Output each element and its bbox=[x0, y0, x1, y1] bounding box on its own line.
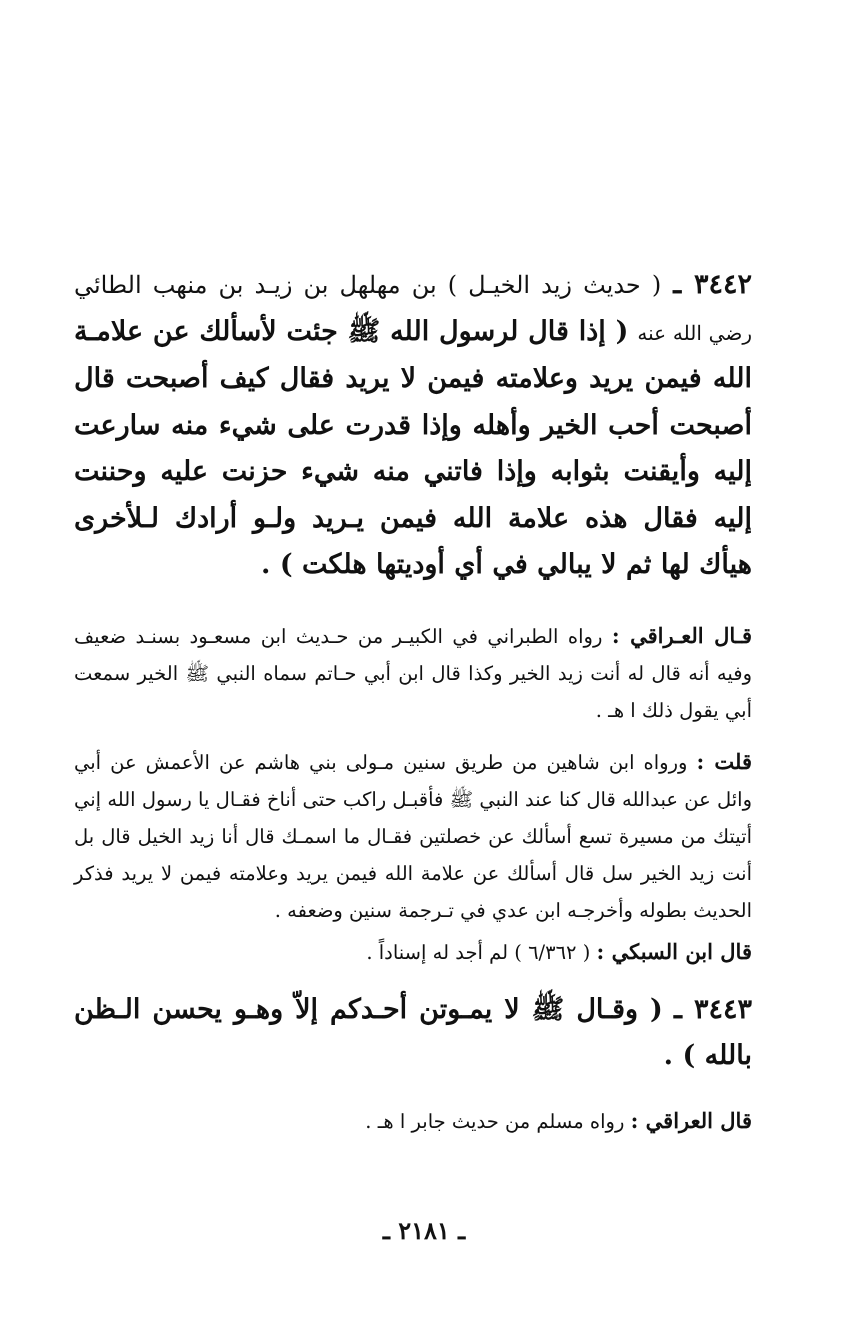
hadith-number: ٣٤٤٢ ـ bbox=[673, 269, 752, 300]
hadith-3443 bbox=[74, 987, 752, 1080]
hadith-intro: رضي الله عنه bbox=[637, 320, 752, 345]
commentary-iraqi-2 bbox=[74, 1102, 752, 1140]
hadith-text: ( إذا قال لرسول الله ﷺ جئت لأسألك عن علامـة الله فيمن يريد وعلامته فيمن لا يريد فقال كيف أصبحت قال أصبحت أحب الخير وأهله وإذا قدرت على شيء منه سارعت إليه وأيقنت بثوابه وإذا فاتني منه شيء حزنت عليه وحننت إليه فقال هذه علامة الله فيمن يـريد ولـو أرادك لـلأخرى هيأك لها ثم لا يبالي في أي أوديتها هلكت ) . bbox=[74, 315, 752, 580]
commentary-subki bbox=[74, 933, 752, 971]
commentary-text: ورواه ابن شاهين من طريق سنين مـولى بني هاشم عن الأعمش عن أبي وائل عن عبدالله قال كنا عند النبي ﷺ فأقبـل راكب حتى أناخ فقـال يا رسول الله إني أتيتك من مسيرة تسع أسألك عن خصلتين فقـال ما اسمـك قال أنا زيد الخيل قال بل أنت زيد الخير سل قال أسألك عن علامة الله فيمن يريد وعلامته فيمن لا يريد فذكر الحديث بطوله وأخرجـه ابن عدي في تـرجمة سنين وضعفه . bbox=[74, 750, 752, 922]
hadith-title: ( حديث زيد الخيـل ) بن مهلهل بن زيـد بن منهب الطائي bbox=[74, 271, 662, 299]
page-number: ـ ٢١٨١ ـ bbox=[382, 1216, 466, 1245]
hadith-number: ٣٤٤٣ ـ bbox=[674, 993, 752, 1025]
commentary-text: رواه الطبراني في الكبيـر من حـديث ابن مسعـود بسنـد ضعيف وفيه أنه قال له أنت زيد الخير وكذا قال ابن أبي حـاتم سماه النبي ﷺ الخير سمعت أبي يقول ذلك ا هـ . bbox=[74, 624, 752, 722]
commentary-label: قال العراقي : bbox=[630, 1107, 752, 1133]
commentary-label: قال ابن السبكي : bbox=[596, 938, 752, 964]
page-body bbox=[74, 262, 752, 1154]
commentary-qult bbox=[74, 743, 752, 929]
commentary-text: ( ٦/٣٦٢ ) لم أجد له إسناداً . bbox=[366, 940, 591, 964]
commentary-iraqi bbox=[74, 617, 752, 729]
hadith-text: ( وقـال ﷺ لا يمـوتن أحـدكم إلاّ وهـو يحسن الـظن بالله ) . bbox=[74, 993, 752, 1071]
commentary-label: قـال العـراقي : bbox=[611, 622, 753, 648]
commentary-label: قلت : bbox=[696, 748, 752, 774]
commentary-text: رواه مسلم من حديث جابر ا هـ . bbox=[365, 1109, 625, 1133]
hadith-3442 bbox=[74, 262, 752, 589]
